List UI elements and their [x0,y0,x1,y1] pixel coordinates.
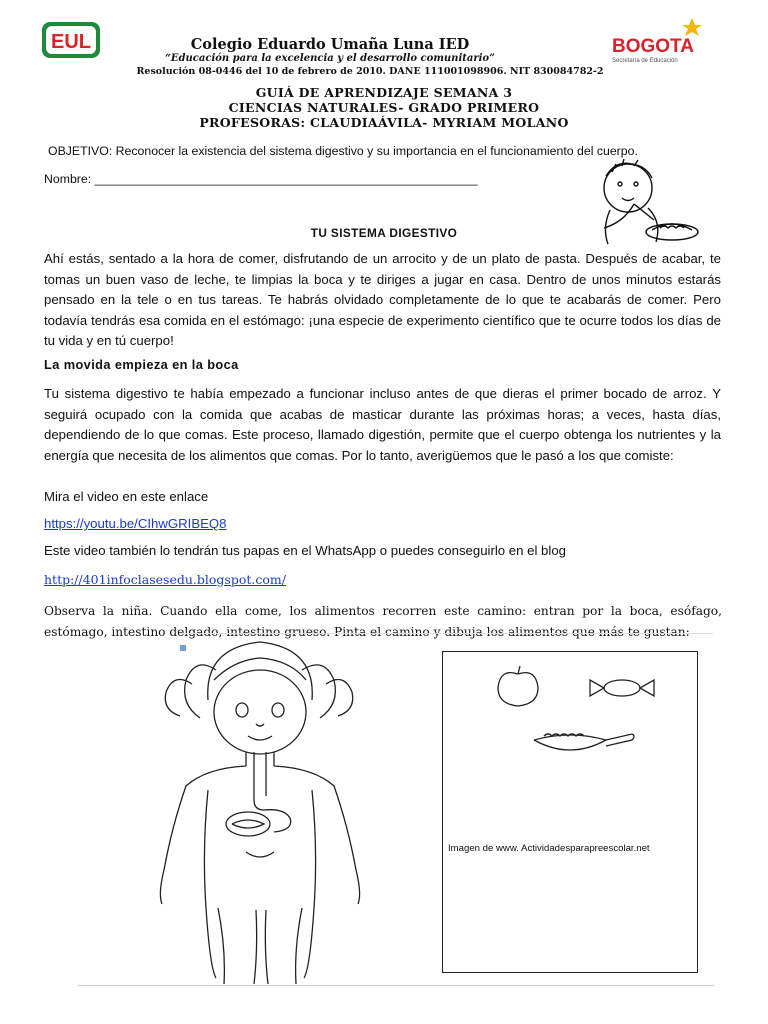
subheading: La movida empieza en la boca [44,357,239,372]
bottom-rule [78,985,714,986]
star-icon [682,18,702,36]
resolution-line: Resolución 08-0446 del 10 de febrero de 2010. DANE 111001098906. NIT 830084782-2 [136,66,604,77]
name-field: Nombre: ________________________________________________________ [44,172,478,186]
video-link[interactable]: https://youtu.be/CIhwGRIBEQ8 [44,516,227,531]
food-illustrations [490,660,660,770]
apple-icon [498,673,538,706]
boy-eating-illustration [576,158,716,248]
subject-title: CIENCIAS NATURALES- GRADO PRIMERO [228,100,540,115]
intro-paragraph: Ahí estás, sentado a la hora de comer, disfrutando de un arrocito y de un plato de pasta. Después de acabar, te tomas un buen vaso de leche, te limpias la boca y te diriges a jugar en casa. Dentro de unos minutos estarás pensado en la tele o en tus tareas. Te habrás olvidado completamente de lo que te acabarás de comer. Pero todavía tendrás esa comida en el estómago: ¡una especie de experimento científico que te ocurre todos los días de tu vida y en tú cuerpo! [44,251,721,349]
candy-icon [604,680,640,696]
instruction-text: Observa la niña. Cuando ella come, los alimentos recorren este camino: entran por la boca, esófago, estómago, intestino delgado, intestino grueso. Pinta el camino y dibuja los alimentos que más te gustan: [44,604,722,639]
teachers-title: PROFESORAS: CLAUDIAÁVILA- MYRIAM MOLANO [199,115,569,130]
school-logo-text: EUL [51,31,91,53]
bogota-logo-text: BOGOTA [612,36,694,57]
bogota-logo [606,16,716,66]
body-paragraph: Tu sistema digestivo te había empezado a funcionar incluso antes de que dieras el primer bocado de arroz. Y seguirá ocupado con la comida que acabas de masticar durante las próximas horas; a veces, hasta días, dependiendo de lo que comas. Este proceso, llamado digestión, permite que el cuerpo obtenga los nutrientes y la energía que necesita de los alimentos que comas. Por lo tanto, averigüemos que le pasó a los que comiste: [44,386,721,463]
blog-link[interactable]: http://401infoclasesedu.blogspot.com/ [44,572,286,587]
guide-title: GUIÁ DE APRENDIZAJE SEMANA 3 [255,85,513,100]
school-motto: “Educación para la excelencia y el desarrollo comunitario” [165,53,495,64]
bogota-logo-subtitle: Secretaría de Educación [612,58,678,64]
whatsapp-note: Este video también lo tendrán tus papas en el WhatsApp o puedes conseguirlo en el blog [44,543,566,558]
school-logo [40,18,102,62]
school-name: Colegio Eduardo Umaña Luna IED [190,36,470,53]
objective-text: OBJETIVO: Reconocer la existencia del sistema digestivo y su importancia en el funcionamiento del cuerpo. [48,144,638,158]
girl-body-illustration [96,640,426,985]
food-dish-icon [534,740,606,750]
section-title: TU SISTEMA DIGESTIVO [310,226,458,240]
video-prompt: Mira el video en este enlace [44,489,209,504]
image-credit: Imagen de www. Actividadesparapreescolar.net [448,843,650,854]
